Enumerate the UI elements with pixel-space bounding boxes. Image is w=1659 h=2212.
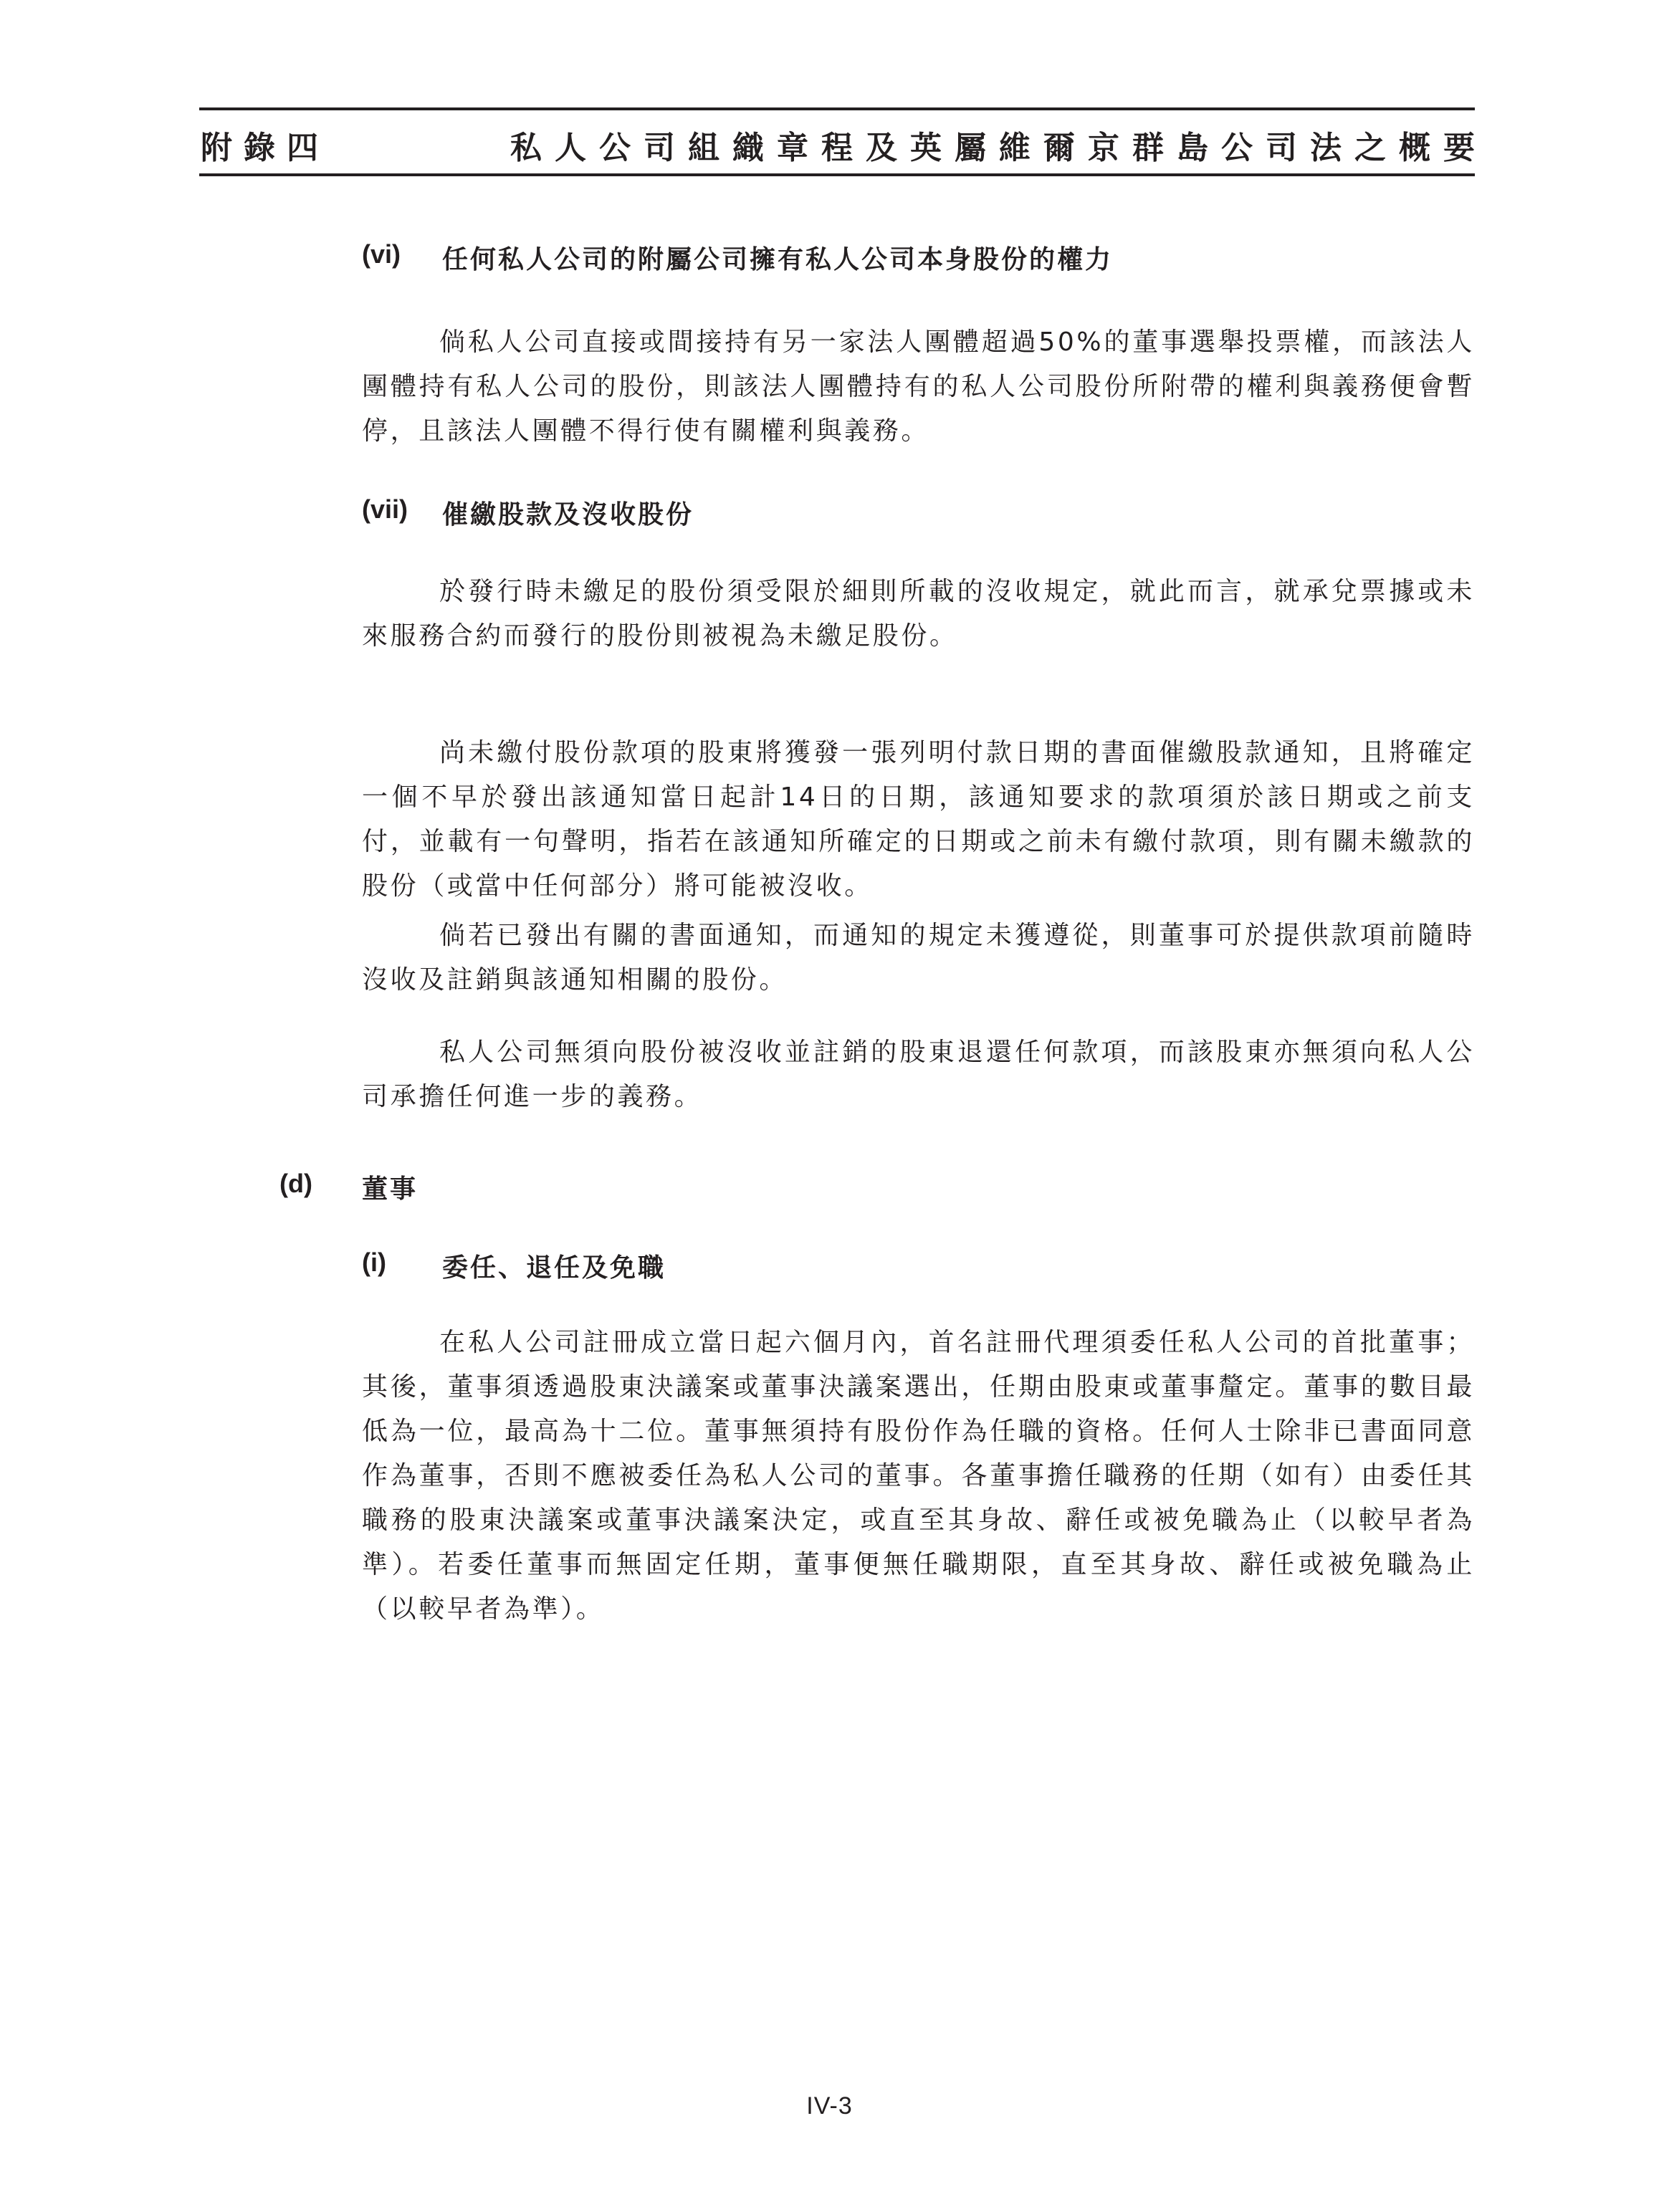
section-vii-paragraph-2: 尚未繳付股份款項的股東將獲發一張列明付款日期的書面催繳股款通知，且將確定一個不早於發出該通知當日起計14日的日期，該通知要求的款項須於該日期或之前支付，並載有一句聲明，指若在該通知所確定的日期或之前未有繳付款項，則有關未繳款的股份（或當中任何部分）將可能被沒收。: [362, 738, 1475, 901]
running-header: [199, 107, 1488, 176]
section-vii-title: 催繳股款及沒收股份: [442, 500, 694, 530]
section-vii-number: (vii): [362, 494, 408, 524]
section-vi-title: 任何私人公司的附屬公司擁有私人公司本身股份的權力: [442, 245, 1114, 274]
page-number: IV-3: [806, 2092, 853, 2120]
section-vi-paragraph-1: 倘私人公司直接或間接持有另一家法人團體超過50%的董事選舉投票權，而該法人團體持有私人公司的股份，則該法人團體持有的私人公司股份所附帶的權利與義務便會暫停，且該法人團體不得行使有關權利與義務。: [362, 327, 1475, 446]
section-d-i-number: (i): [362, 1248, 386, 1277]
section-d-i-title: 委任、退任及免職: [442, 1253, 666, 1283]
section-vii-paragraph-1: 於發行時未繳足的股份須受限於細則所載的沒收規定，就此而言，就承兌票據或未來服務合約而發行的股份則被視為未繳足股份。: [362, 577, 1475, 651]
section-d-number: (d): [279, 1169, 312, 1198]
section-vii-paragraph-3: 倘若已發出有關的書面通知，而通知的規定未獲遵從，則董事可於提供款項前隨時沒收及註銷與該通知相關的股份。: [362, 921, 1475, 995]
appendix-label: 附錄四: [201, 130, 330, 166]
section-d-title: 董事: [362, 1174, 419, 1204]
section-vii-paragraph-4: 私人公司無須向股份被沒收並註銷的股東退還任何款項，而該股東亦無須向私人公司承擔任何進一步的義務。: [362, 1038, 1475, 1111]
section-d-i-paragraph-1: 在私人公司註冊成立當日起六個月內，首名註冊代理須委任私人公司的首批董事；其後，董事須透過股東決議案或董事決議案選出，任期由股東或董事釐定。董事的數目最低為一位，最高為十二位。董事無須持有股份作為任職的資格。任何人士除非已書面同意作為董事，否則不應被委任為私人公司的董事。各董事擔任職務的任期（如有）由委任其職務的股東決議案或董事決議案決定，或直至其身故、辭任或被免職為止（以較早者為準）。若委任董事而無固定任期，董事便無任職期限，直至其身故、辭任或被免職為止（以較早者為準）。: [362, 1328, 1475, 1624]
appendix-title: 私人公司組織章程及英屬維爾京群島公司法之概要: [510, 130, 1488, 166]
section-vi-number: (vi): [362, 239, 401, 269]
